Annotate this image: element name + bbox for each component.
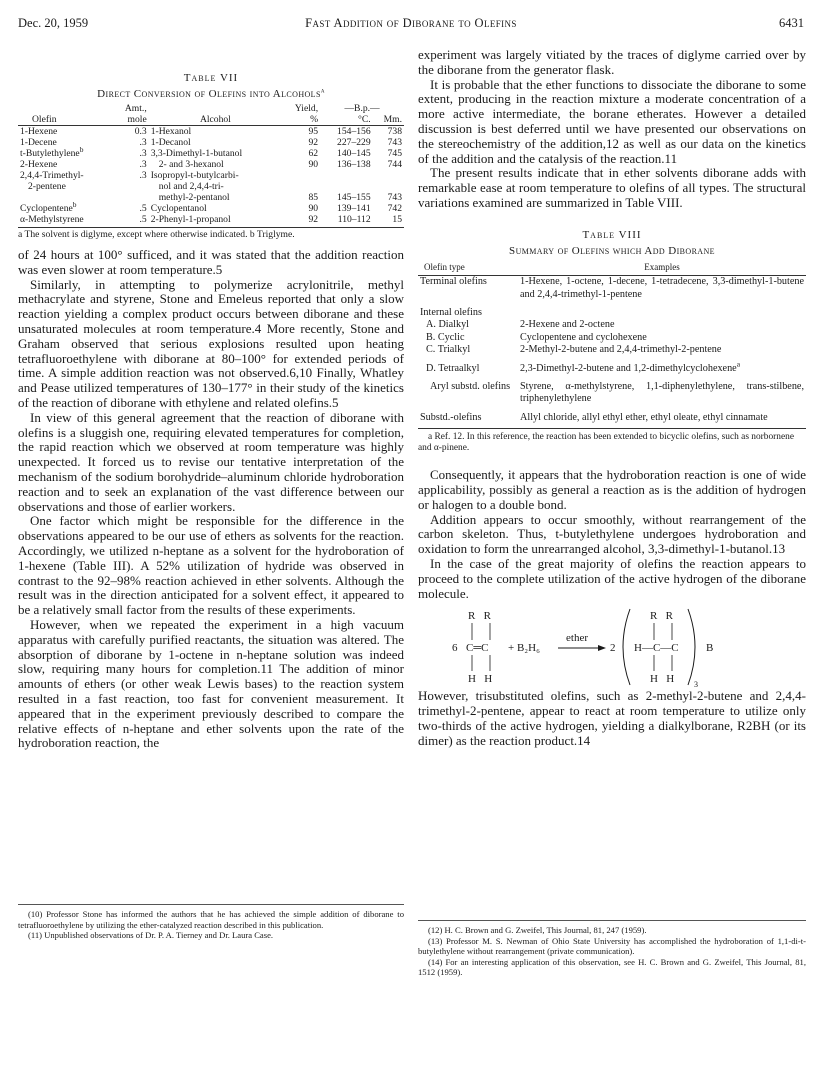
t7-cell-alcohol: nol and 2,4,4-tri- (158, 181, 224, 192)
table7-body (18, 126, 404, 226)
t7-cell-amt: .5 (139, 203, 147, 214)
t8-head-type: Olefin type (418, 261, 518, 276)
t8-cell-examples: 2,3-Dimethyl-2-butene and 1,2-dimethylcyclohexene$^a$ (520, 359, 741, 374)
footnote: (10) Professor Stone has informed the authors that he has achieved the simple addition of diborane to tetrafluoroethylene by utilizing the ether-catalyzed reaction described in this publication. (18, 909, 404, 930)
table8-row (418, 276, 806, 301)
t8-cell-type: C. Trialkyl (426, 344, 471, 356)
t8-cell-examples: 2-Methyl-2-butene and 2,4,4-trimethyl-2-pentene (520, 344, 722, 356)
table7-row (18, 203, 404, 214)
t7-cell-olefin: 2-pentene (28, 181, 66, 192)
t7-cell-bp-mm: 15 (392, 214, 402, 225)
table7-row (18, 137, 404, 148)
article-running-title: Fast Addition of Diborane to Olefins (305, 16, 517, 30)
t7-cell-olefin: Cyclopentene$^b$ (20, 199, 77, 214)
t8-head-examples: Examples (518, 261, 806, 276)
t7-cell-bp-mm: 745 (387, 148, 402, 159)
table7-row (18, 181, 404, 192)
equation-drawing (418, 603, 806, 689)
reaction-equation (418, 603, 806, 689)
table7-caption: Direct Conversion of Olefins into Alcohols$^a$ (97, 85, 325, 100)
t7-head-yield-unit: % (282, 114, 320, 126)
t8-cell-type: Substd.-olefins (420, 411, 482, 423)
t8-cell-type: D. Tetraalkyl (426, 362, 480, 374)
t7-cell-yield: 85 (308, 192, 319, 203)
t7-cell-olefin: α-Methylstyrene (20, 214, 84, 225)
t7-cell-olefin: t-Butylethylene$^b$ (20, 144, 84, 159)
table7-row (18, 159, 404, 170)
paragraph: In view of this general agreement that the reaction of diborane with olefins is a sluggish one, requiring elevated temperatures for completion, the rapid reaction which we observed at room temperature was highly unexpected. It forced us to revise our tentative interpretation of the mechanism of the sodium borohydride–aluminum chloride hydroboration reaction and to seek an explanation of the vast difference between our observations and those of earlier workers. (18, 409, 404, 514)
t7-cell-amt: .3 (139, 137, 147, 148)
paragraph: Addition appears to occur smoothly, without rearrangement of the carbon skeleton. Thus, t-butylethylene undergoes hydroboration and oxidation to form the unrearranged alcohol, 3,3-dimethyl-1-butanol.13 (418, 511, 806, 557)
t7-cell-bp-mm: 742 (387, 203, 402, 214)
t7-cell-amt (113, 181, 149, 192)
t8-cell-type: Terminal olefins (420, 276, 487, 288)
t8-cell-examples: Allyl chloride, allyl ethyl ether, ethyl oleate, ethyl cinnamate (520, 411, 768, 423)
eq-subscript: 3 (694, 680, 698, 690)
footnote: (11) Unpublished observations of Dr. P. A. Tierney and Dr. Laura Case. (28, 930, 274, 941)
t7-cell-amt: .3 (139, 148, 147, 159)
t8-cell-type: B. Cyclic (426, 331, 465, 343)
table8-row (418, 357, 806, 375)
t7-cell-alcohol: 3,3-Dimethyl-1-butanol (150, 148, 243, 159)
eq-product-mid: H—C—C (634, 642, 679, 655)
t7-cell-yield (282, 181, 320, 192)
t7-cell-yield: 92 (308, 137, 319, 148)
t8-cell-type: Aryl substd. olefins (430, 381, 511, 393)
table8-row (418, 344, 806, 356)
table7-footnote: a The solvent is diglyme, except where otherwise indicated. b Triglyme. (18, 227, 404, 240)
t7-cell-yield (282, 170, 320, 181)
t7-head-yield: Yield, (294, 103, 319, 114)
table8-row (418, 406, 806, 424)
t7-cell-alcohol: Cyclopentanol (150, 203, 207, 214)
paragraph: The present results indicate that in ether solvents diborane adds with remarkable ease at room temperature to olefins of all types. The structural variations examined are summarized in Table VIII. (418, 165, 806, 210)
eq-reactant-bot: H H (468, 673, 493, 686)
table8-title: Table VIII (582, 228, 642, 241)
footnote: (13) Professor M. S. Newman of Ohio State University has accomplished the hydroboration of 1,1-di-t-butylethylene without rearrangement (private communication). (418, 935, 806, 957)
table8-caption: Summary of Olefins which Add Diborane (509, 244, 715, 257)
t7-cell-yield: 62 (308, 148, 319, 159)
t7-cell-bp-mm: 743 (387, 137, 402, 148)
paragraph: However, trisubstituted olefins, such as 2-methyl-2-butene and 2,4,4-trimethyl-2-pentene, appear to react at room temperature to utilize only two-thirds of the active hydrogen, yielding a dialkylborane, R2BH (or its dimer) as the reaction product.14 (418, 688, 806, 748)
t7-cell-alcohol: Isopropyl-t-butylcarbi- (150, 170, 239, 181)
t7-head-amt-unit: mole (113, 114, 149, 126)
t8-cell-examples: Styrene, α-methylstyrene, 1,1-diphenylethylene, trans-stilbene, triphenylethylene (520, 381, 804, 405)
left-column (18, 48, 404, 751)
t8-cell-examples: 1-Hexene, 1-octene, 1-decene, 1-tetradecene, 3,3-dimethyl-1-butene and 2,4,4-trimethyl-1-pentene (520, 276, 804, 300)
paragraph: In the case of the great majority of olefins the reaction appears to proceed to the complete utilization of the active hydrogen of the diborane molecule. (418, 556, 806, 601)
left-footnotes (18, 904, 404, 941)
t7-head-alcohol: Alcohol (149, 114, 282, 126)
table7-row (18, 148, 404, 159)
t8-cell-examples: Cyclopentene and cyclohexene (520, 331, 647, 343)
t8-cell-examples: 2-Hexene and 2-octene (520, 319, 615, 331)
t7-cell-bp-mm (373, 181, 404, 192)
eq-arrow-label: ether (566, 632, 588, 645)
t7-cell-bp-mm: 738 (387, 126, 402, 137)
paragraph: Consequently, it appears that the hydroboration reaction is one of wide applicability, possibly as general a reaction as is the addition of hydrogen or halogen to a double bond. (418, 467, 806, 512)
t7-cell-amt (113, 192, 149, 203)
table7-row (18, 126, 404, 138)
t7-cell-amt: .5 (139, 214, 147, 225)
t7-cell-yield: 95 (308, 126, 319, 137)
t7-cell-alcohol: 1-Decanol (150, 137, 191, 148)
running-head (18, 16, 804, 38)
paragraph: of 24 hours at 100° sufficed, and it was stated that the addition reaction was even slower at room temperature.5 (18, 247, 404, 277)
eq-reactant-mid: C═C (466, 642, 489, 655)
table7 (18, 103, 404, 225)
eq-plus-diborane: + B₂H₆ (508, 642, 540, 655)
t7-cell-alcohol: 2-Phenyl-1-propanol (150, 214, 231, 225)
issue-date: Dec. 20, 1959 (18, 16, 89, 30)
t7-cell-olefin: 2,4,4-Trimethyl- (20, 170, 84, 181)
t7-cell-yield: 90 (308, 159, 319, 170)
right-column (418, 48, 806, 749)
paragraph: experiment was largely vitiated by the traces of diglyme carried over by the diborane from the generator flask. (418, 47, 806, 77)
table8-body (418, 276, 806, 425)
t7-head-bp: —B.p.— (344, 103, 380, 114)
t7-cell-alcohol: 2- and 3-hexanol (158, 159, 224, 170)
t7-cell-bp-c: 139–141 (337, 203, 371, 214)
t7-cell-alcohol: 1-Hexanol (150, 126, 192, 137)
t7-cell-amt: 0.3 (134, 126, 147, 137)
table8 (418, 261, 806, 424)
eq-coef-left: 6 (452, 642, 458, 655)
t7-cell-bp-c: 227–229 (337, 137, 371, 148)
page-number: 6431 (779, 16, 804, 30)
footnote: (12) H. C. Brown and G. Zweifel, This Journal, 81, 247 (1959). (428, 925, 647, 935)
paragraph: Similarly, in attempting to polymerize acrylonitrile, methyl methacrylate and styrene, Stone and Emeleus reported that only a slow reaction yielding a complex product occurs between diborane and these unsaturated molecules at room temperature.4 More recently, Stone and Graham observed that serious explosions resulted upon heating tetrafluoroethylene with diborane at 80–100° for extended periods of time. A simple addition reaction was not observed.6,10 Finally, Whatley and Pease utilized temperatures of 130–177° in their study of the kinetics of the reaction of diborane with ethylene and related olefins.5 (18, 276, 404, 410)
table8-row (418, 375, 806, 406)
t7-cell-yield: 92 (308, 214, 319, 225)
t8-cell-type: A. Dialkyl (426, 319, 470, 331)
table7-title: Table VII (183, 72, 239, 84)
table8-row (418, 332, 806, 344)
t7-cell-olefin: 1-Hexene (20, 126, 58, 137)
left-body-text (18, 248, 404, 751)
t7-cell-bp-c: 110–112 (337, 214, 371, 225)
footnote: (14) For an interesting application of this observation, see H. C. Brown and G. Zweifel, This Journal, 81, 1512 (1959). (418, 956, 806, 978)
t7-cell-olefin: 1-Decene (20, 137, 57, 148)
t7-cell-bp-c (320, 170, 373, 181)
right-body-text (418, 468, 806, 601)
eq-reactant-top: R R (468, 610, 491, 623)
eq-product-top: R R (650, 610, 673, 623)
eq-coef-right: 2 (610, 642, 616, 655)
t7-cell-olefin (18, 192, 113, 203)
t8-cell-examples (518, 301, 806, 319)
t7-cell-yield: 90 (308, 203, 319, 214)
t7-head-amt: Amt., (124, 103, 147, 114)
eq-product-tail: B (706, 642, 714, 655)
t7-cell-amt: .3 (139, 159, 147, 170)
t7-cell-bp-c: 145–155 (337, 192, 371, 203)
t7-cell-bp-mm (373, 170, 404, 181)
paragraph: One factor which might be responsible for the difference in the observations appeared to be our use of ethers as solvents for the reaction. Accordingly, we utilized n-heptane as a solvent for the hydroboration of 1-hexene (Table III). A 52% utilization of hydride was observed in contrast to the 92–98% reaction achieved in ether solvents. Although the result was in the direction anticipated for a solvent effect, it appeared to be a relatively small factor from the results of these experiments. (18, 513, 404, 618)
t7-cell-bp-mm: 743 (387, 192, 402, 203)
t7-head-bp-mm: Mm. (373, 114, 404, 126)
t7-cell-bp-c (320, 181, 373, 192)
table8-row (418, 301, 806, 319)
t7-cell-amt: .3 (139, 170, 147, 181)
right-footnotes (418, 920, 806, 978)
t7-cell-alcohol: methyl-2-pentanol (158, 192, 230, 203)
t7-head-olefin: Olefin (18, 114, 113, 126)
t7-head-bp-c: °C. (320, 114, 373, 126)
t8-cell-type: Internal olefins (420, 306, 482, 318)
table8-footnote: a Ref. 12. In this reference, the reaction has been extended to bicyclic olefins, such as norbornene and α-pinene. (418, 428, 806, 454)
t7-cell-olefin: 2-Hexene (20, 159, 58, 170)
table7-row (18, 170, 404, 181)
t7-cell-bp-c: 136–138 (337, 159, 371, 170)
table8-row (418, 319, 806, 331)
t7-cell-bp-mm: 744 (387, 159, 402, 170)
t7-cell-bp-c: 154–156 (337, 126, 371, 137)
t7-cell-bp-c: 140–145 (337, 148, 371, 159)
paragraph: However, when we repeated the experiment in a high vacuum apparatus with carefully purified reactants, the situation was altered. The absorption of diborane by 1-octene in n-heptane solution was indeed slow, requiring many hours for completion.11 The addition of minor amounts of ethers (or other weak Lewis bases) to the reaction system resulted in a fast reaction, too fast for convenient measurement. It appeared that in the experiment previously described to compare the relative effects of n-heptane and ether solvents upon the rate of the hydroboration reaction, the (18, 616, 404, 751)
paragraph: It is probable that the ether functions to dissociate the diborane to some extent, producing in the reaction mixture a moderate concentration of a more active intermediate, the borane etherates. However a detailed discussion is best deferred until we have presented our observations on the stereochemistry of the addition,12 as well as our data on the kinetics of the addition and the catalysis of the reaction.11 (418, 76, 806, 166)
table7-row (18, 214, 404, 225)
eq-product-bot: H H (650, 673, 675, 686)
